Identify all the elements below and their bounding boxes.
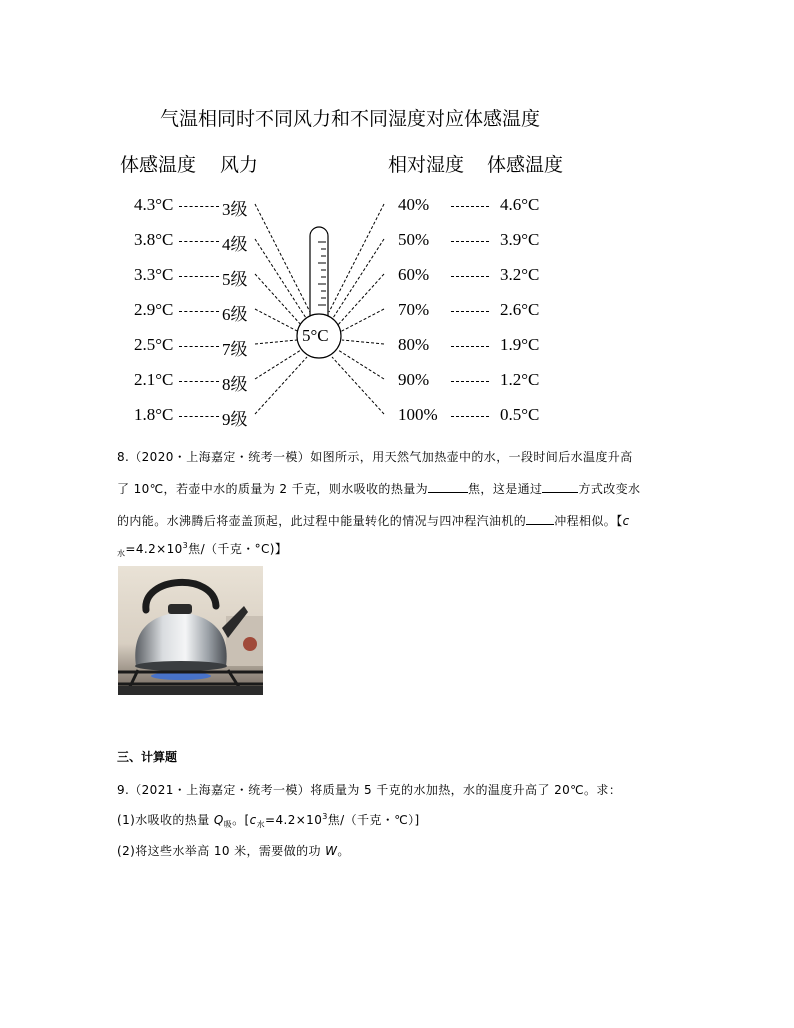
wind-level: 6级 [222,305,248,324]
left-header-wind: 风力 [220,154,259,176]
feel-temp-value: 0.5°C [500,405,540,424]
wind-row [134,370,252,392]
feel-temp-value: 3.9°C [500,230,540,249]
right-header-feel-temp: 体感温度 [487,154,564,176]
q9-line-3: (2)将这些水举高 10 米，需要做的功 W。 [117,844,350,858]
answer-blank-method[interactable] [542,480,578,493]
humidity-row [398,335,548,357]
q8-line-3: 的内能。水沸腾后将壶盖顶起，此过程中能量转化的情况与四冲程汽油机的 冲程相似。【c [117,514,630,528]
feel-temp-value: 2.5°C [134,335,174,354]
left-header-feel-temp: 体感温度 [120,154,197,176]
wind-row [134,405,252,427]
wind-level: 3级 [222,200,248,219]
thermometer-diagram [0,0,794,440]
humidity-value: 60% [398,265,430,284]
feel-temp-value: 4.3°C [134,195,174,214]
thermometer-label: 5°C [302,326,329,345]
humidity-row [398,405,548,427]
feel-temp-value: 2.6°C [500,300,540,319]
answer-blank-stroke[interactable] [526,512,554,525]
wind-level: 4级 [222,235,248,254]
humidity-value: 70% [398,300,430,319]
humidity-value: 100% [398,405,438,424]
right-header-humidity: 相对湿度 [388,154,465,176]
kettle-photo [118,566,263,695]
humidity-row [398,300,548,322]
humidity-value: 80% [398,335,430,354]
feel-temp-value: 4.6°C [500,195,540,214]
wind-level: 7级 [222,340,248,359]
wind-row [134,300,252,322]
feel-temp-value: 2.9°C [134,300,174,319]
feel-temp-value: 3.2°C [500,265,540,284]
wind-level: 5级 [222,270,248,289]
humidity-value: 50% [398,230,430,249]
humidity-value: 90% [398,370,430,389]
answer-blank-heat[interactable] [428,480,468,493]
section-title: 三、计算题 [117,750,178,764]
wind-row [134,335,252,357]
q8-line-4: $_水=4.2\times 10^3$焦/（千克・°C)】 [117,541,288,558]
wind-level: 8级 [222,375,248,394]
humidity-connector-lines [329,204,384,414]
humidity-value: 40% [398,195,430,214]
q9-line-2: (1)水吸收的热量 $Q_吸$。[$c_水=4.2\times 10^3$焦/（千克・℃）] [117,812,420,829]
q9-line-1: 9.（2021・上海嘉定・统考一模）将质量为 5 千克的水加热，水的温度升高了 20℃。求： [117,783,622,797]
feel-temp-value: 1.8°C [134,405,174,424]
feel-temp-value: 3.3°C [134,265,174,284]
humidity-row [398,230,548,252]
figure-title: 气温相同时不同风力和不同湿度对应体感温度 [160,108,541,130]
wind-level: 9级 [222,410,248,429]
humidity-row [398,370,548,392]
feel-temp-value: 3.8°C [134,230,174,249]
feel-temp-value: 1.9°C [500,335,540,354]
wind-connector-lines [255,204,310,414]
thermometer-icon [310,227,328,316]
wind-row [134,230,252,252]
q8-line-2: 了 10℃，若壶中水的质量为 2 千克，则水吸收的热量为 焦，这是通过 方式改变水 [117,482,641,496]
wind-row [134,195,252,217]
feel-temp-value: 1.2°C [500,370,540,389]
humidity-row [398,195,548,217]
humidity-row [398,265,548,287]
wind-row [134,265,252,287]
q8-line-1: 8.（2020・上海嘉定・统考一模）如图所示，用天然气加热壶中的水，一段时间后水温度升高 [117,450,633,464]
feel-temp-value: 2.1°C [134,370,174,389]
